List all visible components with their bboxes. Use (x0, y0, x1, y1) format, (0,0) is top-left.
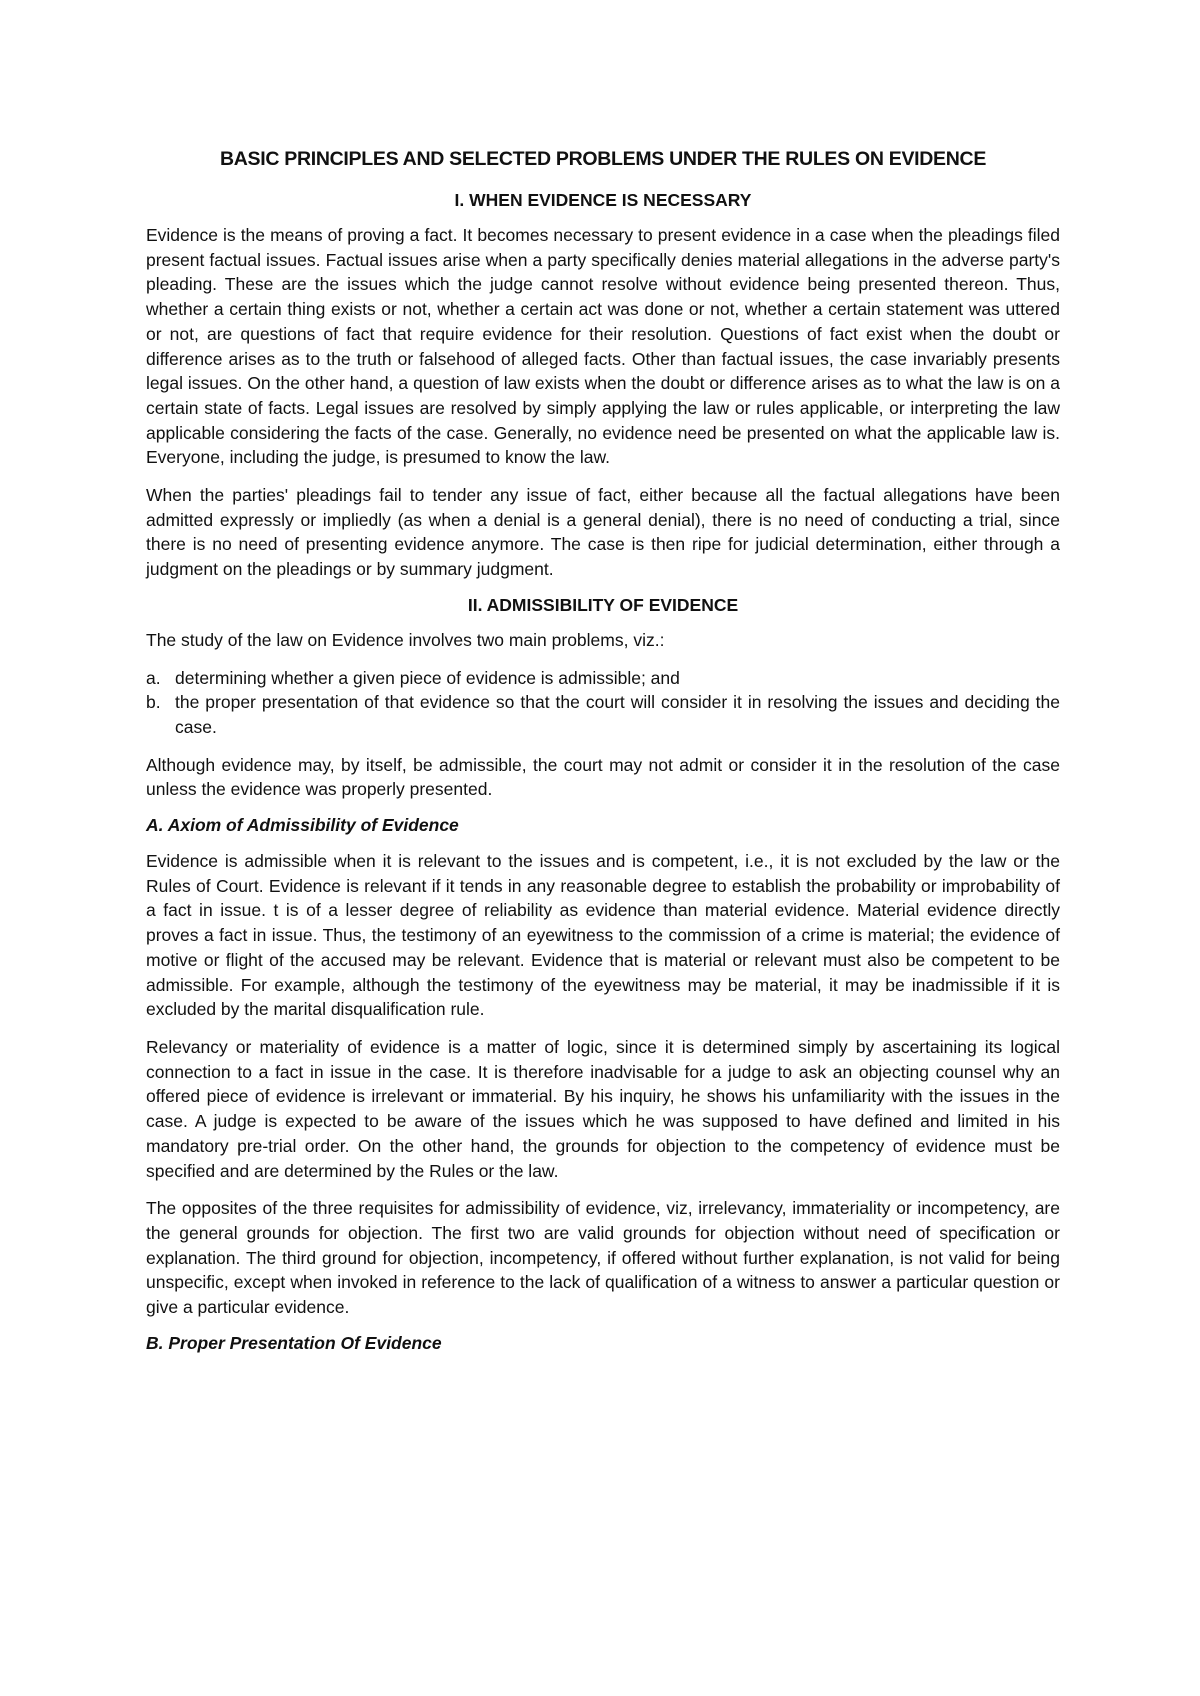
document-page (146, 148, 1060, 1367)
section-1-heading: I. WHEN EVIDENCE IS NECESSARY (454, 190, 752, 210)
subsection-a-paragraph-2: Relevancy or materiality of evidence is a matter of logic, since it is determined simply by ascertaining its logical connection to a fact in issue in the case. It is therefore inadvisable for a judge to ask an objecting counsel why an offered piece of evidence is irrelevant or immaterial. By his inquiry, he shows his unfamiliarity with the issues in the case. A judge is expected to be aware of the issues which he was supposed to have defined and limited in his mandatory pre-trial order. On the other hand, the grounds for objection to the competency of evidence must be specified and are determined by the Rules or the law. (146, 1036, 1060, 1181)
subsection-a-paragraph-3: The opposites of the three requisites for admissibility of evidence, viz, irrelevancy, immateriality or incompetency, are the general grounds for objection. The first two are valid grounds for objection without need of specification or explanation. The third ground for objection, incompetency, if offered without further explanation, is not valid for being unspecific, except when invoked in reference to the lack of qualification of a witness to answer a particular question or give a particular evidence. (146, 1198, 1060, 1318)
section-2-after-list: Although evidence may, by itself, be admissible, the court may not admit or consider it in the resolution of the case unless the evidence was properly presented. (146, 754, 1060, 800)
subsection-b-heading: B. Proper Presentation Of Evidence (146, 1332, 442, 1353)
list-item (146, 690, 1060, 739)
problems-list (146, 666, 1060, 740)
subsection-a-heading: A. Axiom of Admissibility of Evidence (146, 815, 459, 836)
list-item-text: the proper presentation of that evidence so that the court will consider it in resolving the issues and deciding the case. (175, 692, 1060, 737)
list-item (146, 666, 1060, 691)
subsection-a-paragraph-1: Evidence is admissible when it is relevant to the issues and is competent, i.e., it is not excluded by the law or the Rules of Court. Evidence is relevant if it tends in any reasonable degree to establish the probability or improbability of a fact in issue. t is of a lesser degree of reliability as evidence than material evidence. Material evidence directly proves a fact in issue. Thus, the testimony of an eyewitness to the commission of a crime is material; the evidence of motive or flight of the accused may be relevant. Evidence that is material or relevant must also be competent to be admissible. For example, although the testimony of the eyewitness may be material, it may be inadmissible if it is excluded by the marital disqualification rule. (146, 851, 1060, 1020)
document-title: BASIC PRINCIPLES AND SELECTED PROBLEMS UNDER THE RULES ON EVIDENCE (219, 148, 987, 170)
section-1-paragraph-2: When the parties' pleadings fail to tender any issue of fact, either because all the factual allegations have been admitted expressly or impliedly (as when a denial is a general denial), there is no need of conducting a trial, since there is no need of presenting evidence anymore. The case is then ripe for judicial determination, either through a judgment on the pleadings or by summary judgment. (146, 485, 1060, 580)
section-2-heading: II. ADMISSIBILITY OF EVIDENCE (467, 594, 739, 615)
section-2-intro: The study of the law on Evidence involves two main problems, viz.: (146, 629, 665, 650)
list-item-text: determining whether a given piece of evidence is admissible; and (175, 667, 680, 688)
list-marker: b. (146, 692, 161, 713)
list-marker: a. (146, 667, 161, 688)
section-1-paragraph-1: Evidence is the means of proving a fact. It becomes necessary to present evidence in a case when the pleadings filed present factual issues. Factual issues arise when a party specifically denies material allegations in the adverse party's pleading. These are the issues which the judge cannot resolve without evidence being presented thereon. Thus, whether a certain thing exists or not, whether a certain act was done or not, whether a certain statement was uttered or not, are questions of fact that require evidence for their resolution. Questions of fact exist when the doubt or difference arises as to the truth or falsehood of alleged facts. Other than factual issues, the case invariably presents legal issues. On the other hand, a question of law exists when the doubt or difference arises as to what the law is on a certain state of facts. Legal issues are resolved by simply applying the law or rules applicable, or interpreting the law applicable considering the facts of the case. Generally, no evidence need be presented on what the applicable law is. Everyone, including the judge, is presumed to know the law. (146, 225, 1060, 468)
